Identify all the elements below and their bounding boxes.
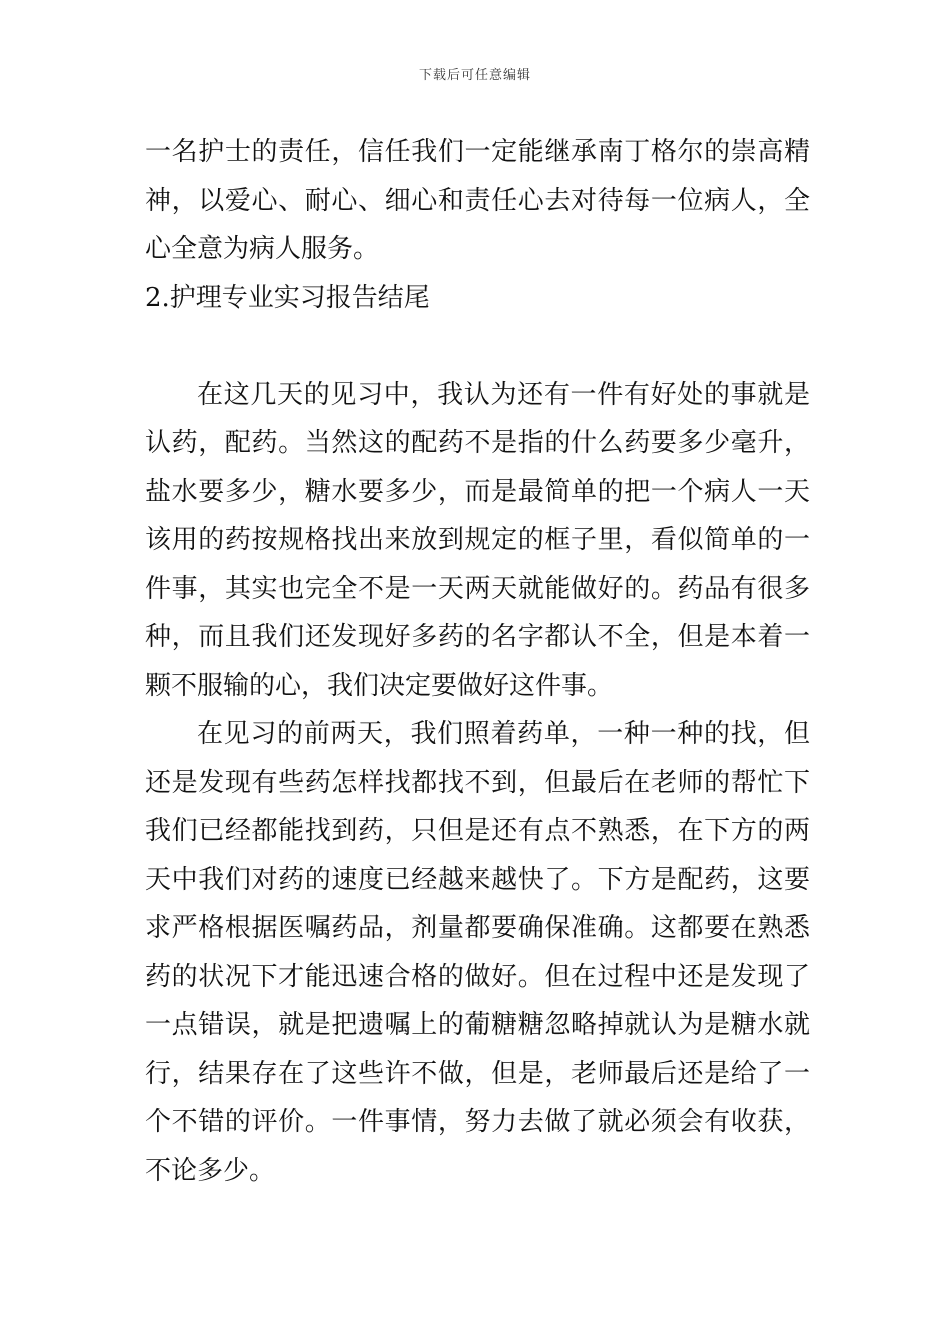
paragraph-medicine-recognition: 在这几天的见习中，我认为还有一件有好处的事就是认药，配药。当然这的配药不是指的什么药要多少毫升，盐水要多少，糖水要多少，而是最简单的把一个病人一天该用的药按规格找出来放到规定的框子里，看似简单的一件事，其实也完全不是一天两天就能做好的。药品有很多种，而且我们还发现好多药的名字都认不全，但是本着一颗不服输的心，我们决定要做好这件事。: [145, 379, 810, 701]
section-heading: 2.护理专业实习报告结尾: [145, 282, 430, 313]
document-body: [145, 128, 810, 1195]
paragraph-medicine-dispensing: 在见习的前两天，我们照着药单，一种一种的找，但还是发现有些药怎样找都找不到，但最后在老师的帮忙下我们已经都能找到药，只但是还有点不熟悉，在下方的两天中我们对药的速度已经越来越快了。下方是配药，这要求严格根据医嘱药品，剂量都要确保准确。这都要在熟悉药的状况下才能迅速合格的做好。但在过程中还是发现了一点错误，就是把遗嘱上的葡糖糖忽略掉就认为是糖水就行，结果存在了这些许不做，但是，老师最后还是给了一个不错的评价。一件事情，努力去做了就必须会有收获，不论多少。: [145, 719, 810, 1186]
blank-line: [145, 322, 810, 371]
paragraph-continuation: 一名护士的责任，信任我们一定能继承南丁格尔的崇高精神，以爱心、耐心、细心和责任心去对待每一位病人，全心全意为病人服务。: [145, 137, 810, 264]
page-header: 下载后可任意编辑: [418, 68, 531, 83]
